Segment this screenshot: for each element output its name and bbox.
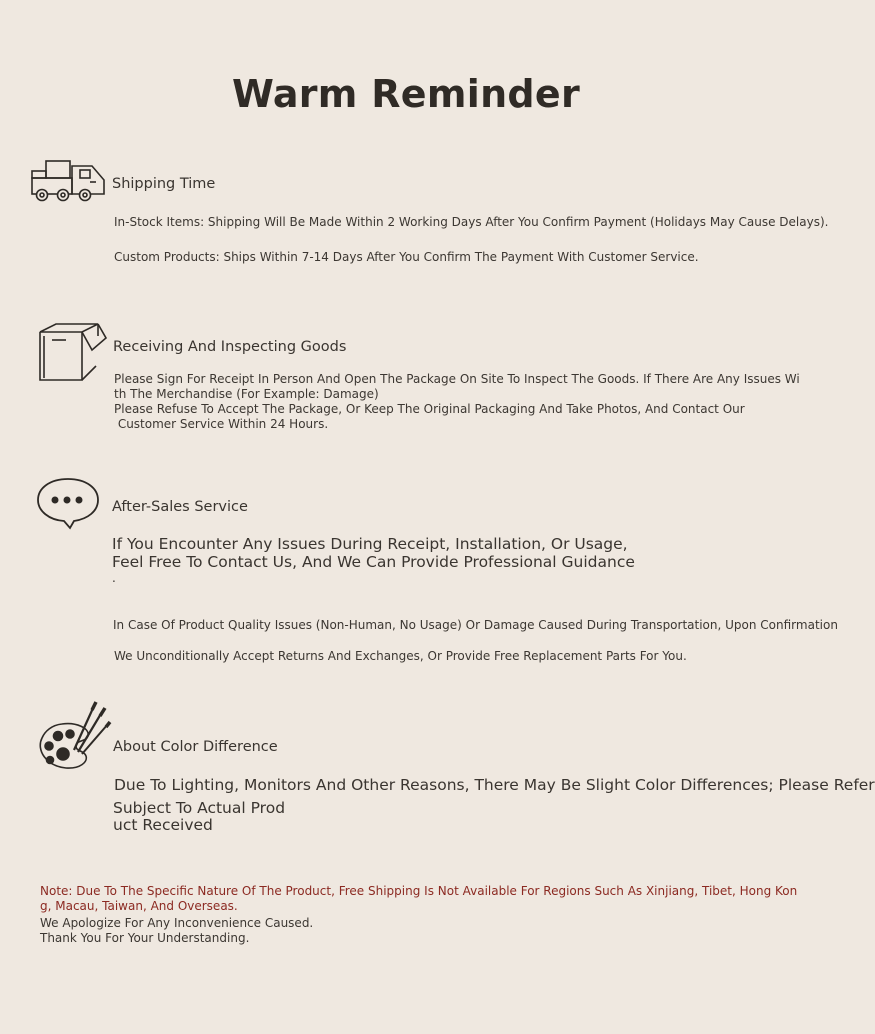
section-heading-shipping: Shipping Time <box>112 176 216 192</box>
color-big-line-1: Due To Lighting, Monitors And Other Reasons, There May Be Slight Color Differences; Please Refer <box>114 776 875 794</box>
section-heading-receiving: Receiving And Inspecting Goods <box>113 339 347 355</box>
after-sales-big-line-2: Feel Free To Contact Us, And We Can Provide Professional Guidance <box>112 553 635 571</box>
receiving-line-3: Please Refuse To Accept The Package, Or Keep The Original Packaging And Take Photos, And Contact Our <box>114 402 745 416</box>
receiving-line-4: Customer Service Within 24 Hours. <box>114 417 329 431</box>
after-sales-big-line-3: . <box>112 571 116 585</box>
note-red-line-1: Note: Due To The Specific Nature Of The Product, Free Shipping Is Not Available For Regions Such As Xinjiang, Tibet, Hong Kon <box>40 884 798 898</box>
receiving-line-1: Please Sign For Receipt In Person And Open The Package On Site To Inspect The Goods. If There Are Any Issues Wi <box>114 372 800 386</box>
paint-palette-icon <box>34 700 112 772</box>
shipping-line-1: In-Stock Items: Shipping Will Be Made Within 2 Working Days After You Confirm Payment (Holidays May Cause Delays). <box>114 215 829 229</box>
box-icon <box>36 322 108 384</box>
after-sales-big-line-1: If You Encounter Any Issues During Receipt, Installation, Or Usage, <box>112 535 628 553</box>
after-sales-line-1: In Case Of Product Quality Issues (Non-Human, No Usage) Or Damage Caused During Transportation, Upon Confirmation <box>113 618 838 632</box>
color-big-line-3: uct Received <box>113 816 213 834</box>
chat-bubble-icon <box>36 476 100 530</box>
color-big-line-2: Subject To Actual Prod <box>113 799 286 817</box>
truck-icon <box>30 158 110 204</box>
note-red-line-2: g, Macau, Taiwan, And Overseas. <box>40 899 238 913</box>
receiving-line-2: th The Merchandise (For Example: Damage) <box>114 387 379 401</box>
section-heading-after-sales: After-Sales Service <box>112 499 248 515</box>
note-line-2: Thank You For Your Understanding. <box>40 931 250 945</box>
note-line-1: We Apologize For Any Inconvenience Caused. <box>40 916 314 930</box>
page-title: Warm Reminder <box>231 72 581 116</box>
shipping-line-2: Custom Products: Ships Within 7-14 Days After You Confirm The Payment With Customer Service. <box>114 250 699 264</box>
section-heading-color-difference: About Color Difference <box>113 739 278 755</box>
after-sales-line-2: We Unconditionally Accept Returns And Exchanges, Or Provide Free Replacement Parts For You. <box>114 649 687 663</box>
